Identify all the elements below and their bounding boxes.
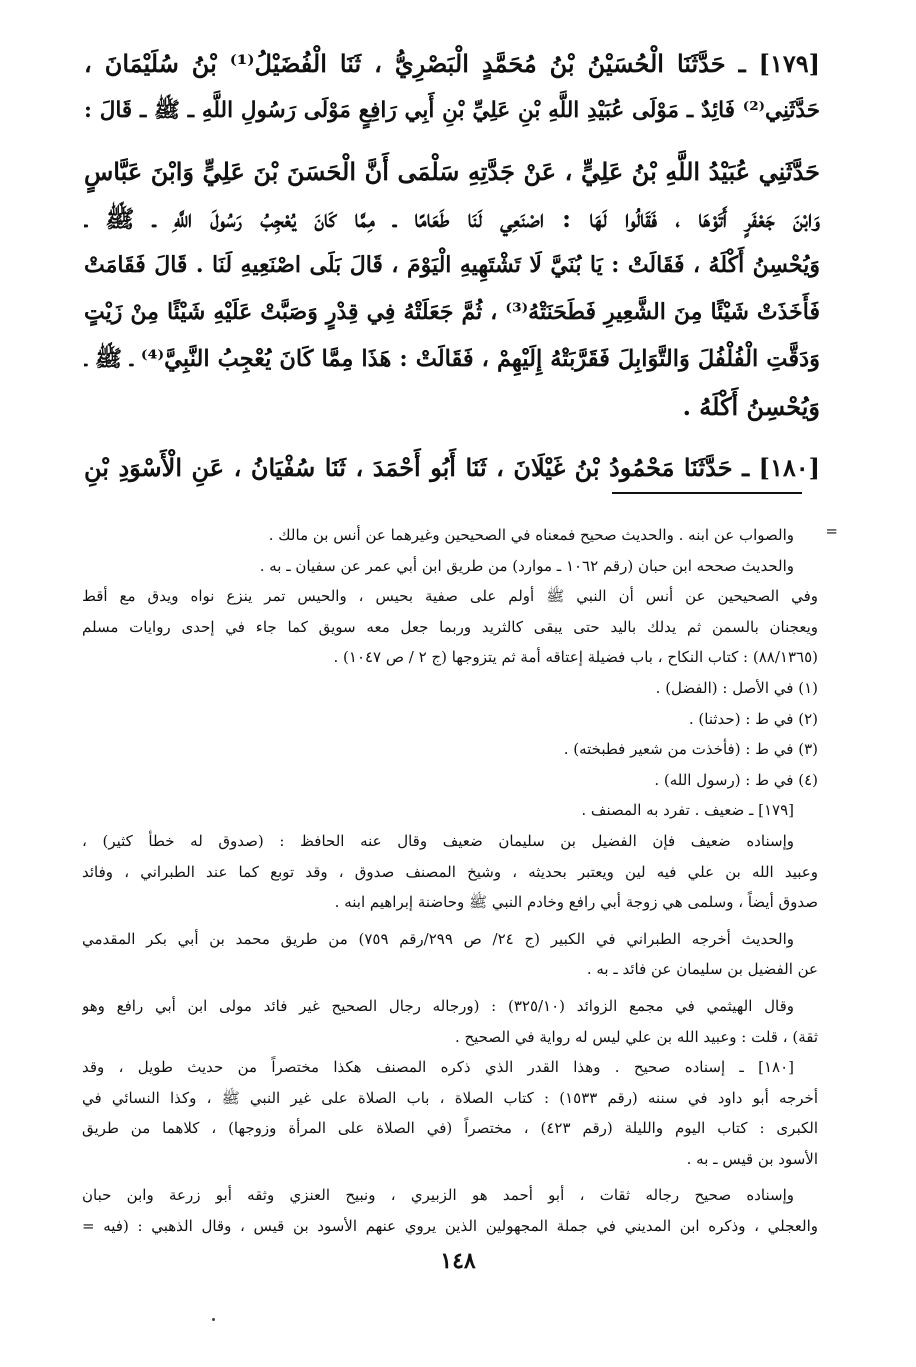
footnote-line: والحديث صححه ابن حبان (رقم ١٠٦٢ ـ موارد) من طريق ابن أبي عمر عن سفيان ـ به . [259,556,794,575]
footnote-divider [612,492,802,494]
hadith-179-line: حَدَّثَنِي عُبَيْدُ اللَّهِ بْنُ عَلِيٍّ ، عَنْ جَدَّتِهِ سَلْمَى أَنَّ الْحَسَنَ بْنَ عَلِيٍّ وَابْنَ عَبَّاسٍ [84,157,820,186]
hadith-179-line: وَابْنَ جَعْفَرٍ أَتَوْهَا ، فَقَالُوا لَهَا : اصْنَعِي لَنَا طَعَامًا ـ مِمَّا كَانَ يُعْجِبُ رَسُولَ اللَّهِ ـ ﷺ ـ [84,204,820,233]
footnote-line: صدوق أيضاً ، وسلمى هي زوجة أبي رافع وخادم النبي ﷺ وحاضنة إبراهيم ابنه . [334,893,818,912]
footnote-line: والعجلي ، وذكره ابن المديني في جملة المجهولين الذين يروي عنهم الأسود بن قيس ، وقال الذهبي : (فيه = [82,1217,818,1236]
scan-speck [212,1318,215,1321]
footnote-line: وإسناده صحيح رجاله ثقات ، أبو أحمد هو الزبيري ، ونبيح العنزي وثقه أبو زرعة وابن حبان [82,1186,794,1205]
hadith-180-line: [١٨٠] ـ حَدَّثَنَا مَحْمُودُ بْنُ غَيْلَانَ ، ثَنَا أَبُو أَحْمَدَ ، ثَنَا سُفْيَانُ ، عَنِ الْأَسْوَدِ بْنِ [84,453,820,482]
footnote-line: (١) في الأصل : (الفضل) . [655,678,818,697]
hadith-179-line: وَيُحْسِنُ أَكْلَهُ . [682,392,820,421]
footnote-line: وقال الهيثمي في مجمع الزوائد (٣٢٥/١٠) : (ورجاله رجال الصحيح غير فائد مولى ابن أبي رافع وهو [82,996,794,1015]
hadith-179-line: حَدَّثَنِي⁽²⁾ فَائِدٌ ـ مَوْلَى عُبَيْدِ اللَّهِ بْنِ عَلِيِّ بْنِ أَبِي رَافِعٍ مَوْلَى رَسُولِ اللَّهِ ـ ﷺ ـ قَالَ : [84,98,820,123]
footnote-line: ثقة) ، قلت : وعبيد الله بن علي ليس له رواية في الصحيح . [454,1027,818,1046]
page-number: ١٤٨ [440,1248,476,1274]
footnote-line: ويعجنان بالسمن ثم يدلك باليد حتى يبقى كالثريد وربما جعل معه سويق كما جاء في إحدى روايات مسلم [82,617,818,636]
footnote-line: والحديث أخرجه الطبراني في الكبير (ج ٢٤/ ص ٢٩٩/رقم ٧٥٩) من طريق محمد بن أبي بكر المقدمي [82,929,794,948]
footnote-line: أخرجه أبو داود في سننه (رقم ١٥٣٣) : كتاب الصلاة ، باب الصلاة على غير النبي ﷺ ، وكذا النسائي في [82,1088,818,1107]
footnote-line: (٢) في ط : (حدثنا) . [688,709,818,728]
footnote-line: والصواب عن ابنه . والحديث صحيح فمعناه في الصحيحين وغيرهما عن أنس بن مالك . [268,526,794,544]
footnote-line: وعبيد الله بن علي فيه لين ويعتبر بحديثه ، وشيخ المصنف صدوق ، وقد توبع كما عند الطبراني ، وفائد [82,862,818,881]
footnote-line: الأسود بن قيس ـ به . [686,1149,818,1168]
footnote-line: وفي الصحيحين عن أنس أن النبي ﷺ أولم على صفية بحيس ، والحيس تمر ينزع نواه ويدق مع أقط [82,587,818,606]
footnote-line: (٨٨/١٣٦٥) : كتاب النكاح ، باب فضيلة إعتاقه أمة ثم يتزوجها (ج ٢ / ص ١٠٤٧) . [333,648,818,667]
footnote-line: (٣) في ط : (فأخذت من شعير فطبخته) . [563,740,818,759]
main-text [84,40,820,491]
footnote-line: [١٧٩] ـ ضعيف . تفرد به المصنف . [581,801,794,820]
footnote-line: الكبرى : كتاب اليوم والليلة (رقم ٤٢٣) ، مختصراً (في الصلاة على المرأة وزوجها) ، كلاهما من طريق [82,1119,818,1138]
footnote-line: (٤) في ط : (رسول الله) . [654,770,818,789]
hadith-179-line: [١٧٩] ـ حَدَّثَنَا الْحُسَيْنُ بْنُ مُحَمَّدٍ الْبَصْرِيُّ ، ثَنَا الْفُضَيْلُ⁽¹⁾ بْنُ سُلَيْمَانَ ، [84,49,820,78]
footnote-line: عن الفضيل بن سليمان عن فائد ـ به . [586,960,818,979]
hadith-179-line: وَدَقَّتِ الْفُلْفُلَ وَالتَّوَابِلَ فَقَرَّبَتْهُ إِلَيْهِمْ ، فَقَالَتْ : هَذَا مِمَّا كَانَ يُعْجِبُ النَّبِيَّ⁽⁴⁾ ـ ﷺ ـ [84,346,820,372]
continuation-marker: = [825,522,838,540]
footnote-line: وإسناده ضعيف فإن الفضيل بن سليمان ضعيف وقال عنه الحافظ : (صدوق له خطأ كثير) ، [82,831,794,850]
footnote-line: [١٨٠] ـ إسناده صحيح . وهذا القدر الذي ذكره المصنف هكذا مختصراً من حديث طويل ، وقد [82,1058,794,1077]
hadith-179-line: وَيُحْسِنُ أَكْلَهُ ، فَقَالَتْ : يَا بُنَيَّ لَا تَشْتَهِيهِ الْيَوْمَ ، قَالَ بَلَى اصْنَعِيهِ لَنَا . قَالَ فَقَامَتْ [84,252,820,278]
footnotes [82,520,818,1242]
hadith-179-line: فَأَخَذَتْ شَيْئًا مِنَ الشَّعِيرِ فَطَحَنَتْهُ⁽³⁾ ، ثُمَّ جَعَلَتْهُ فِي قِدْرٍ وَصَبَّتْ عَلَيْهِ شَيْئًا مِنْ زَيْتٍ [84,299,820,325]
